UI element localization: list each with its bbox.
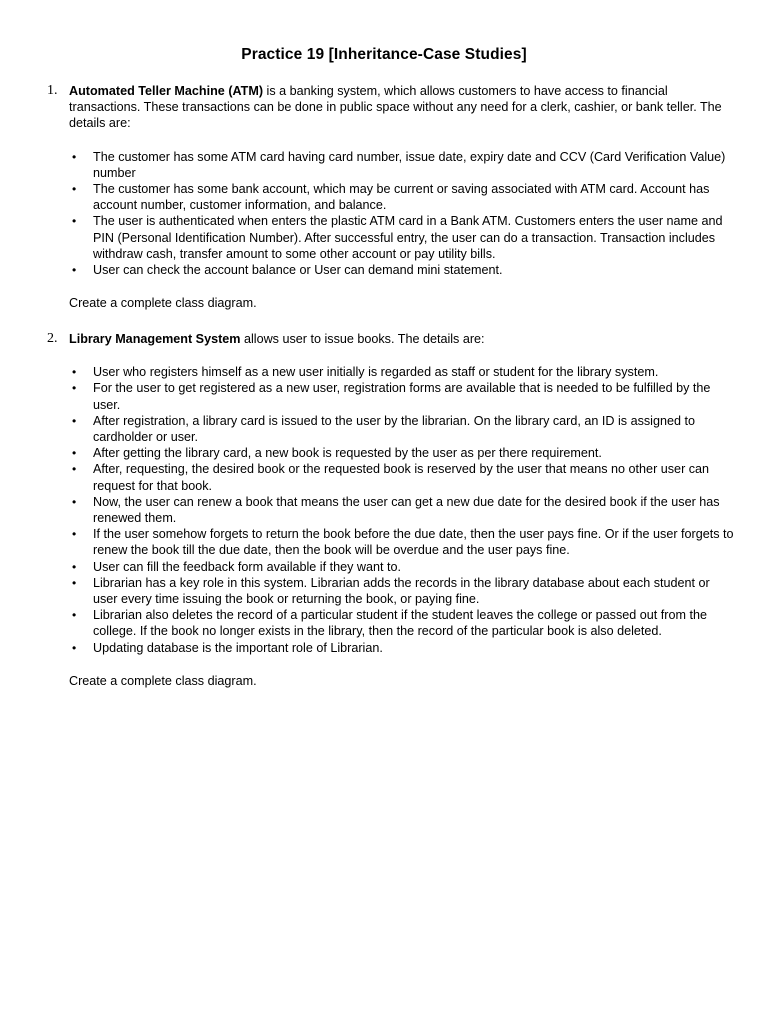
bullet-icon: • — [72, 365, 77, 380]
bullet-list — [44, 364, 734, 656]
list-item-text: For the user to get registered as a new user, registration forms are available that is needed to be fulfilled by the user. — [93, 381, 711, 412]
list-item-text: If the user somehow forgets to return the book before the due date, then the user pays fine. Or if the user forgets to renew the book till the due date, then the book will be overdue and the user pays fine. — [93, 527, 734, 558]
bullet-icon: • — [72, 263, 77, 278]
list-item-text: After registration, a library card is issued to the user by the librarian. On the library card, an ID is assigned to cardholder or user. — [93, 413, 695, 445]
list-item-text: The user is authenticated when enters the plastic ATM card in a Bank ATM. Customers enters the user name and PIN (Personal Identification Number). After successful entry, the user can do a transaction. Transaction includes withdraw cash, transfer amount to some other account or pay utility bills. — [93, 214, 723, 261]
bullet-icon: • — [72, 214, 77, 229]
list-item — [44, 607, 734, 639]
list-item-text: User who registers himself as a new user initially is regarded as staff or student for the library system. — [93, 365, 659, 380]
bullet-icon: • — [72, 640, 77, 655]
bullet-icon: • — [72, 182, 77, 197]
list-item-text: After getting the library card, a new book is requested by the user as per there requirement. — [93, 446, 602, 461]
list-item — [44, 213, 734, 262]
section-number: 2. — [47, 331, 58, 346]
list-item-text: User can fill the feedback form available if they want to. — [93, 559, 401, 574]
list-item — [44, 262, 734, 278]
list-item-text: Librarian also deletes the record of a particular student if the student leaves the college or passed out from the college. If the book no longer exists in the library, then the record of the particular book is also deleted. — [93, 608, 707, 639]
list-item-text: Now, the user can renew a book that means the user can get a new due date for the desired book if the user has renewed them. — [93, 494, 720, 526]
bullet-icon: • — [72, 559, 77, 574]
list-item — [44, 380, 734, 412]
section-heading — [44, 331, 734, 347]
bullet-icon: • — [72, 381, 77, 396]
section-label: Library Management System — [69, 332, 241, 346]
list-item — [44, 461, 734, 493]
list-item-text: The customer has some bank account, which may be current or saving associated with ATM card. Account has account number, customer information, and balance. — [93, 182, 710, 213]
section-heading — [44, 83, 734, 132]
section-label: Automated Teller Machine (ATM) — [69, 84, 264, 98]
list-item-text: Librarian has a key role in this system. Librarian adds the records in the library database about each student or user every time issuing the book or returning the book, or paying fine. — [93, 575, 710, 607]
section-number: 1. — [47, 83, 58, 98]
section-intro: is a banking system, which allows customers to have access to financial transactions. These transactions can be done in public space without any need for a clerk, cashier, or bank teller. The details are: — [69, 84, 722, 131]
bullet-icon: • — [72, 608, 77, 623]
bullet-icon: • — [72, 494, 77, 509]
section-closing: Create a complete class diagram. — [69, 673, 257, 688]
list-item — [44, 149, 734, 181]
list-item — [44, 181, 734, 213]
case-study-atm — [44, 83, 734, 311]
list-item — [44, 364, 734, 380]
bullet-icon: • — [72, 527, 77, 542]
list-item — [44, 559, 734, 575]
list-item-text: User can check the account balance or User can demand mini statement. — [93, 263, 503, 278]
bullet-list — [44, 149, 734, 279]
bullet-icon: • — [72, 149, 77, 164]
section-intro: allows user to issue books. The details are: — [240, 332, 485, 346]
list-item — [44, 575, 734, 607]
list-item-text: Updating database is the important role of Librarian. — [93, 640, 383, 655]
page-title: Practice 19 [Inheritance-Case Studies] — [241, 46, 527, 63]
section-closing: Create a complete class diagram. — [69, 296, 257, 311]
bullet-icon: • — [72, 575, 77, 590]
list-item — [44, 640, 734, 656]
list-item — [44, 526, 734, 558]
bullet-icon: • — [72, 413, 77, 428]
list-item-text: After, requesting, the desired book or the requested book is reserved by the user that means no other user can request for that book. — [93, 462, 710, 493]
list-item — [44, 494, 734, 526]
list-item — [44, 413, 734, 445]
list-item — [44, 445, 734, 461]
case-study-library — [44, 331, 734, 689]
bullet-icon: • — [72, 462, 77, 477]
list-item-text: The customer has some ATM card having card number, issue date, expiry date and CCV (Card Verification Value) number — [93, 149, 726, 180]
bullet-icon: • — [72, 446, 77, 461]
